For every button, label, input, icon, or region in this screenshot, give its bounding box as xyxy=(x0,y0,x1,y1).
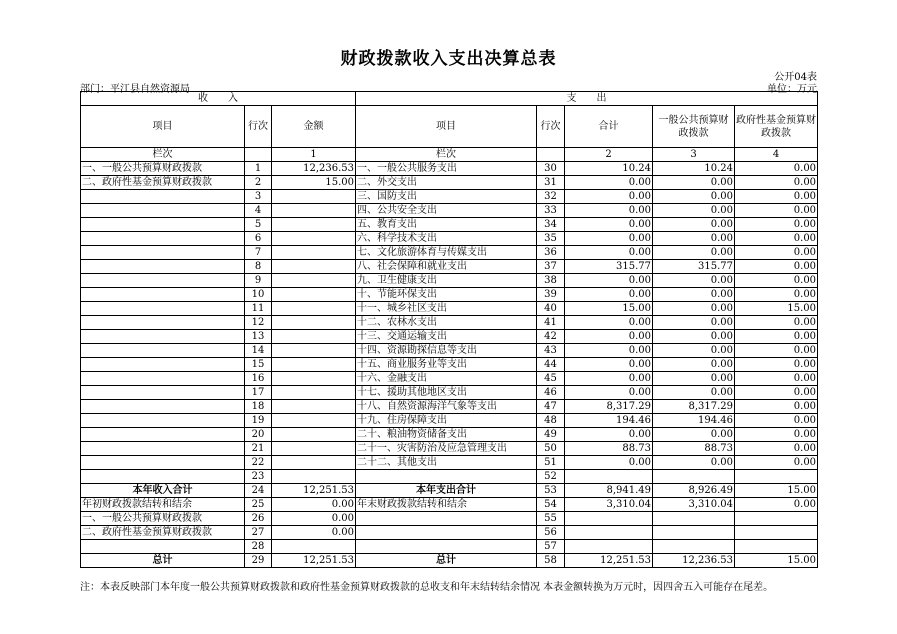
table-cell: 0.00 xyxy=(272,512,356,526)
table-cell: 0.00 xyxy=(653,190,735,204)
table-cell xyxy=(272,288,356,302)
table-cell: 0.00 xyxy=(735,288,818,302)
table-cell: 十七、援助其他地区支出 xyxy=(356,386,537,400)
table-cell: 0.00 xyxy=(653,274,735,288)
expense-total-header: 合计 xyxy=(565,106,653,148)
table-cell xyxy=(272,260,356,274)
table-cell: 二、外交支出 xyxy=(356,176,537,190)
table-cell: 0.00 xyxy=(735,316,818,330)
table-cell: 0.00 xyxy=(653,386,735,400)
table-cell: 本年支出合计 xyxy=(356,484,537,498)
table-cell xyxy=(272,190,356,204)
table-cell: 12,236.53 xyxy=(653,554,735,568)
table-cell: 8,941.49 xyxy=(565,484,653,498)
table-cell: 315.77 xyxy=(565,260,653,274)
table-cell: 0.00 xyxy=(565,204,653,218)
table-cell: 十三、交通运输支出 xyxy=(356,330,537,344)
index-cell: 栏次 xyxy=(356,148,537,162)
table-row xyxy=(81,372,818,386)
table-cell xyxy=(565,540,653,554)
table-cell: 0.00 xyxy=(565,358,653,372)
table-cell: 16 xyxy=(245,372,272,386)
table-row xyxy=(81,330,818,344)
table-cell xyxy=(81,316,245,330)
table-cell xyxy=(81,358,245,372)
table-cell: 0.00 xyxy=(735,358,818,372)
table-cell: 34 xyxy=(537,218,565,232)
table-cell xyxy=(653,470,735,484)
table-cell: 九、卫生健康支出 xyxy=(356,274,537,288)
table-cell: 0.00 xyxy=(653,428,735,442)
table-row xyxy=(81,274,818,288)
table-row xyxy=(81,316,818,330)
table-cell: 7 xyxy=(245,246,272,260)
table-cell xyxy=(272,204,356,218)
table-cell: 0.00 xyxy=(653,232,735,246)
table-cell: 二、政府性基金预算财政拨款 xyxy=(81,526,245,540)
table-row xyxy=(81,456,818,470)
table-cell: 0.00 xyxy=(653,302,735,316)
table-cell: 0.00 xyxy=(735,456,818,470)
table-cell xyxy=(653,512,735,526)
table-cell: 年初财政拨款结转和结余 xyxy=(81,498,245,512)
table-cell: 十八、自然资源海洋气象等支出 xyxy=(356,400,537,414)
table-cell xyxy=(81,456,245,470)
table-cell xyxy=(272,246,356,260)
table-cell xyxy=(81,218,245,232)
table-cell: 39 xyxy=(537,288,565,302)
table-cell xyxy=(81,442,245,456)
table-cell: 49 xyxy=(537,428,565,442)
expense-general-header: 一般公共预算财政拨款 xyxy=(653,106,735,148)
table-row xyxy=(81,484,818,498)
table-cell xyxy=(81,190,245,204)
table-cell: 0.00 xyxy=(565,274,653,288)
table-cell: 0.00 xyxy=(565,428,653,442)
index-cell xyxy=(245,148,272,162)
table-cell: 12,236.53 xyxy=(272,162,356,176)
table-cell: 0.00 xyxy=(653,176,735,190)
index-cell: 1 xyxy=(272,148,356,162)
table-cell: 一、一般公共服务支出 xyxy=(356,162,537,176)
table-cell xyxy=(565,526,653,540)
table-cell: 0.00 xyxy=(565,218,653,232)
table-cell: 六、科学技术支出 xyxy=(356,232,537,246)
table-cell: 0.00 xyxy=(272,526,356,540)
table-cell: 一、一般公共预算财政拨款 xyxy=(81,512,245,526)
table-cell: 十六、金融支出 xyxy=(356,372,537,386)
table-cell: 13 xyxy=(245,330,272,344)
table-cell: 0.00 xyxy=(735,372,818,386)
table-cell: 0.00 xyxy=(565,176,653,190)
table-cell: 0.00 xyxy=(735,162,818,176)
table-row xyxy=(81,540,818,554)
income-line-header: 行次 xyxy=(245,106,272,148)
table-row xyxy=(81,498,818,512)
table-cell: 年末财政拨款结转和结余 xyxy=(356,498,537,512)
table-cell: 51 xyxy=(537,456,565,470)
table-cell: 0.00 xyxy=(565,456,653,470)
table-cell: 5 xyxy=(245,218,272,232)
table-cell: 18 xyxy=(245,400,272,414)
table-cell: 57 xyxy=(537,540,565,554)
table-cell: 二、政府性基金预算财政拨款 xyxy=(81,176,245,190)
table-cell xyxy=(81,330,245,344)
table-cell: 二十二、其他支出 xyxy=(356,456,537,470)
table-row xyxy=(81,176,818,190)
table-cell xyxy=(272,372,356,386)
table-cell: 22 xyxy=(245,456,272,470)
table-cell: 3,310.04 xyxy=(653,498,735,512)
table-cell xyxy=(272,358,356,372)
table-row xyxy=(81,344,818,358)
table-cell: 0.00 xyxy=(653,218,735,232)
table-cell xyxy=(356,540,537,554)
table-cell: 0.00 xyxy=(565,386,653,400)
table-cell: 52 xyxy=(537,470,565,484)
table-cell: 0.00 xyxy=(653,204,735,218)
table-cell: 二十、粮油物资储备支出 xyxy=(356,428,537,442)
table-cell: 28 xyxy=(245,540,272,554)
table-cell: 12,251.53 xyxy=(272,554,356,568)
table-cell: 26 xyxy=(245,512,272,526)
table-cell: 0.00 xyxy=(735,428,818,442)
table-cell: 10.24 xyxy=(565,162,653,176)
table-row xyxy=(81,190,818,204)
table-cell: 十四、资源勘探信息等支出 xyxy=(356,344,537,358)
table-cell xyxy=(735,470,818,484)
table-cell: 0.00 xyxy=(272,498,356,512)
table-cell: 0.00 xyxy=(653,316,735,330)
table-cell: 二十一、灾害防治及应急管理支出 xyxy=(356,442,537,456)
table-cell xyxy=(81,372,245,386)
table-cell: 0.00 xyxy=(653,288,735,302)
table-cell xyxy=(356,526,537,540)
table-cell: 46 xyxy=(537,386,565,400)
table-cell: 十一、城乡社区支出 xyxy=(356,302,537,316)
table-row xyxy=(81,218,818,232)
table-cell: 0.00 xyxy=(653,344,735,358)
table-cell: 44 xyxy=(537,358,565,372)
table-cell: 总计 xyxy=(81,554,245,568)
index-cell xyxy=(537,148,565,162)
table-cell: 0.00 xyxy=(735,176,818,190)
table-row xyxy=(81,288,818,302)
table-row xyxy=(81,470,818,484)
table-cell: 0.00 xyxy=(735,344,818,358)
table-cell: 35 xyxy=(537,232,565,246)
table-cell: 0.00 xyxy=(735,190,818,204)
table-cell: 42 xyxy=(537,330,565,344)
table-cell xyxy=(81,260,245,274)
table-cell xyxy=(272,540,356,554)
table-cell: 0.00 xyxy=(565,372,653,386)
table-cell: 0.00 xyxy=(653,456,735,470)
expense-fund-header: 政府性基金预算财政拨款 xyxy=(735,106,818,148)
income-header: 收 入 xyxy=(81,92,356,106)
table-cell: 3,310.04 xyxy=(565,498,653,512)
table-cell: 2 xyxy=(245,176,272,190)
table-cell xyxy=(81,386,245,400)
table-cell: 本年收入合计 xyxy=(81,484,245,498)
table-cell: 3 xyxy=(245,190,272,204)
table-cell: 0.00 xyxy=(565,316,653,330)
table-cell: 37 xyxy=(537,260,565,274)
table-cell: 12,251.53 xyxy=(272,484,356,498)
table-cell: 20 xyxy=(245,428,272,442)
table-cell xyxy=(272,302,356,316)
table-cell: 四、公共安全支出 xyxy=(356,204,537,218)
table-cell: 0.00 xyxy=(565,246,653,260)
income-amount-header: 金额 xyxy=(272,106,356,148)
table-row xyxy=(81,554,818,568)
table-cell: 36 xyxy=(537,246,565,260)
table-cell: 0.00 xyxy=(735,330,818,344)
table-cell xyxy=(272,414,356,428)
table-cell xyxy=(81,302,245,316)
table-cell xyxy=(272,344,356,358)
table-cell xyxy=(272,386,356,400)
expense-line-header: 行次 xyxy=(537,106,565,148)
table-cell: 七、文化旅游体育与传媒支出 xyxy=(356,246,537,260)
table-cell xyxy=(735,526,818,540)
table-cell xyxy=(272,470,356,484)
table-row xyxy=(81,386,818,400)
table-cell xyxy=(272,428,356,442)
table-cell: 0.00 xyxy=(653,246,735,260)
table-cell: 41 xyxy=(537,316,565,330)
table-cell: 33 xyxy=(537,204,565,218)
table-cell: 30 xyxy=(537,162,565,176)
table-row xyxy=(81,232,818,246)
table-cell xyxy=(565,512,653,526)
table-cell xyxy=(356,512,537,526)
table-cell xyxy=(81,344,245,358)
table-cell: 54 xyxy=(537,498,565,512)
table-cell: 一、一般公共预算财政拨款 xyxy=(81,162,245,176)
table-row xyxy=(81,246,818,260)
index-cell: 栏次 xyxy=(81,148,245,162)
table-cell: 53 xyxy=(537,484,565,498)
table-cell xyxy=(81,246,245,260)
table-cell: 50 xyxy=(537,442,565,456)
table-cell: 0.00 xyxy=(735,400,818,414)
table-cell: 45 xyxy=(537,372,565,386)
table-cell: 14 xyxy=(245,344,272,358)
table-cell: 0.00 xyxy=(653,330,735,344)
table-cell: 0.00 xyxy=(565,344,653,358)
table-row xyxy=(81,260,818,274)
table-cell: 38 xyxy=(537,274,565,288)
table-cell xyxy=(272,400,356,414)
table-row xyxy=(81,162,818,176)
table-cell xyxy=(81,232,245,246)
table-row xyxy=(81,302,818,316)
table-cell: 0.00 xyxy=(735,274,818,288)
table-cell: 194.46 xyxy=(653,414,735,428)
table-cell xyxy=(272,316,356,330)
table-cell: 0.00 xyxy=(735,232,818,246)
table-row xyxy=(81,414,818,428)
table-cell: 315.77 xyxy=(653,260,735,274)
table-cell xyxy=(565,470,653,484)
table-row xyxy=(81,442,818,456)
table-cell xyxy=(81,204,245,218)
table-cell xyxy=(735,540,818,554)
table-cell: 12 xyxy=(245,316,272,330)
department-label: 部门：平江县自然资源局 xyxy=(80,84,190,95)
table-cell xyxy=(272,456,356,470)
table-cell xyxy=(81,428,245,442)
table-cell: 0.00 xyxy=(653,372,735,386)
table-cell: 21 xyxy=(245,442,272,456)
table-row xyxy=(81,400,818,414)
table-row xyxy=(81,358,818,372)
table-cell: 15.00 xyxy=(272,176,356,190)
table-cell xyxy=(272,232,356,246)
table-cell: 0.00 xyxy=(735,386,818,400)
table-cell: 23 xyxy=(245,470,272,484)
table-cell: 43 xyxy=(537,344,565,358)
index-cell: 4 xyxy=(735,148,818,162)
index-cell: 2 xyxy=(565,148,653,162)
table-cell: 十五、商业服务业等支出 xyxy=(356,358,537,372)
table-cell: 10.24 xyxy=(653,162,735,176)
table-cell: 40 xyxy=(537,302,565,316)
page-title: 财政拨款收入支出决算总表 xyxy=(340,49,557,69)
table-cell: 总计 xyxy=(356,554,537,568)
table-cell xyxy=(272,274,356,288)
table-cell: 1 xyxy=(245,162,272,176)
table-cell: 194.46 xyxy=(565,414,653,428)
table-cell: 47 xyxy=(537,400,565,414)
table-cell: 48 xyxy=(537,414,565,428)
table-cell xyxy=(735,512,818,526)
table-row xyxy=(81,204,818,218)
expense-header: 支 出 xyxy=(356,92,818,106)
table-cell: 25 xyxy=(245,498,272,512)
table-cell: 19 xyxy=(245,414,272,428)
table-cell: 9 xyxy=(245,274,272,288)
table-cell: 88.73 xyxy=(565,442,653,456)
table-cell: 0.00 xyxy=(565,190,653,204)
index-cell: 3 xyxy=(653,148,735,162)
table-cell xyxy=(81,470,245,484)
table-cell: 0.00 xyxy=(735,498,818,512)
table-cell: 31 xyxy=(537,176,565,190)
table-cell: 15.00 xyxy=(735,554,818,568)
table-cell: 8,926.49 xyxy=(653,484,735,498)
table-cell: 0.00 xyxy=(735,246,818,260)
table-cell xyxy=(356,470,537,484)
table-cell: 五、教育支出 xyxy=(356,218,537,232)
table-cell: 4 xyxy=(245,204,272,218)
table-cell: 55 xyxy=(537,512,565,526)
table-cell: 29 xyxy=(245,554,272,568)
table-cell: 0.00 xyxy=(735,218,818,232)
table-cell: 0.00 xyxy=(565,288,653,302)
table-cell: 15.00 xyxy=(735,484,818,498)
table-cell: 15.00 xyxy=(735,302,818,316)
table-cell: 10 xyxy=(245,288,272,302)
table-cell: 八、社会保障和就业支出 xyxy=(356,260,537,274)
table-cell: 0.00 xyxy=(735,414,818,428)
table-row xyxy=(81,428,818,442)
footnote: 注：本表反映部门本年度一般公共预算财政拨款和政府性基金预算财政拨款的总收支和年末结转结余情况 本表金额转换为万元时，因四舍五入可能存在尾差。 xyxy=(80,582,774,593)
table-cell xyxy=(272,442,356,456)
table-cell: 0.00 xyxy=(653,358,735,372)
form-code: 公开04表 xyxy=(774,72,817,83)
table-cell: 88.73 xyxy=(653,442,735,456)
table-cell xyxy=(81,400,245,414)
table-cell: 12,251.53 xyxy=(565,554,653,568)
table-cell: 27 xyxy=(245,526,272,540)
table-cell: 58 xyxy=(537,554,565,568)
table-cell: 0.00 xyxy=(735,204,818,218)
table-cell xyxy=(81,288,245,302)
table-cell xyxy=(81,540,245,554)
table-cell: 11 xyxy=(245,302,272,316)
table-cell: 6 xyxy=(245,232,272,246)
table-cell: 8,317.29 xyxy=(653,400,735,414)
table-cell: 32 xyxy=(537,190,565,204)
table-cell: 0.00 xyxy=(565,330,653,344)
table-cell xyxy=(272,330,356,344)
table-cell xyxy=(81,274,245,288)
unit-label: 单位：万元 xyxy=(767,84,817,95)
table-cell xyxy=(653,526,735,540)
table-row xyxy=(81,512,818,526)
table-cell xyxy=(653,540,735,554)
table-cell: 8,317.29 xyxy=(565,400,653,414)
table-cell: 15 xyxy=(245,358,272,372)
table-cell: 17 xyxy=(245,386,272,400)
table-cell: 8 xyxy=(245,260,272,274)
table-row xyxy=(81,526,818,540)
income-item-header: 项目 xyxy=(81,106,245,148)
budget-summary-table xyxy=(80,91,818,568)
expense-item-header: 项目 xyxy=(356,106,537,148)
table-cell xyxy=(81,414,245,428)
table-cell: 十、节能环保支出 xyxy=(356,288,537,302)
table-cell: 十二、农林水支出 xyxy=(356,316,537,330)
table-cell: 0.00 xyxy=(565,232,653,246)
table-cell: 24 xyxy=(245,484,272,498)
table-cell: 三、国防支出 xyxy=(356,190,537,204)
table-cell: 十九、住房保障支出 xyxy=(356,414,537,428)
table-cell: 15.00 xyxy=(565,302,653,316)
table-cell xyxy=(272,218,356,232)
table-cell: 0.00 xyxy=(735,260,818,274)
table-cell: 0.00 xyxy=(735,442,818,456)
table-cell: 56 xyxy=(537,526,565,540)
